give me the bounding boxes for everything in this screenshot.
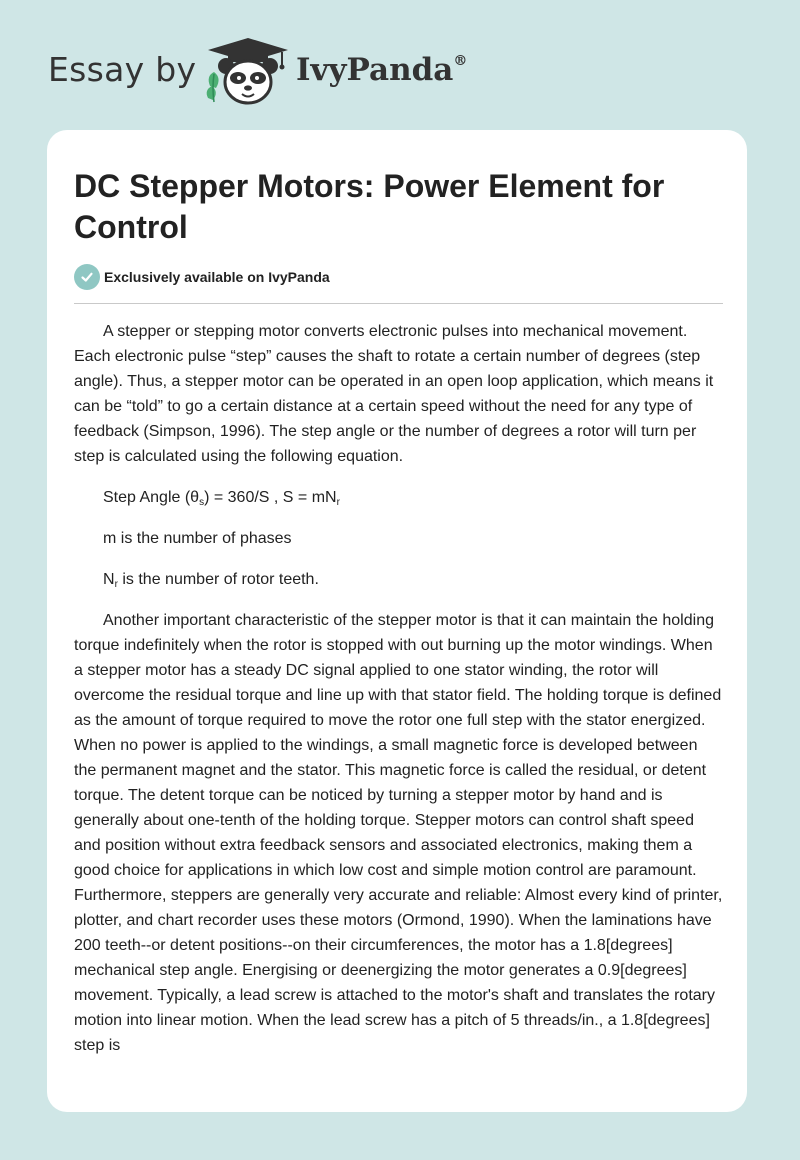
definition-nr: $N_r$ is the number of rotor teeth. bbox=[103, 571, 319, 590]
divider bbox=[74, 303, 723, 304]
essay-card bbox=[47, 130, 747, 1112]
ivypanda-logo-icon[interactable] bbox=[202, 36, 294, 108]
ivypanda-brand-name: IvyPanda® bbox=[296, 52, 468, 88]
equation-line: Step Angle $(\theta_s) = 360/S$ , $S = mN_r$ bbox=[103, 489, 340, 508]
site-header bbox=[0, 0, 800, 130]
essay-title: DC Stepper Motors: Power Element for Control bbox=[74, 168, 665, 245]
essay-body bbox=[74, 319, 724, 1074]
essay-by-label: Essay by bbox=[48, 50, 197, 89]
exclusive-badge bbox=[74, 264, 330, 290]
paragraph: Another important characteristic of the stepper motor is that it can maintain the holding torque indefinitely when the rotor is stopped with out burning up the motor windings. When a stepper motor has a steady DC signal applied to one stator winding, the rotor will overcome the residual torque and line up with that stator field. The holding torque is defined as the amount of torque required to move the rotor one full step with the stator energized. When no power is applied to the windings, a small magnetic force is developed between the permanent magnet and the stator. This magnetic force is called the residual, or detent torque. The detent torque can be noticed by turning a stepper motor by hand and is generally about one-tenth of the holding torque. Stepper motors can control shaft speed and position without extra feedback sensors and associated electronics, making them a good choice for applications in which low cost and simple motion control are paramount. Furthermore, steppers are generally very accurate and reliable: Almost every kind of printer, plotter, and chart recorder uses these motors (Ormond, 1990). When the laminations have 200 teeth--or detent positions--on their circumferences, the motor has a 1.8[degrees] mechanical step angle. Energising or deenergizing the motor generates a 0.9[degrees] movement. Typically, a lead screw is attached to the motor's shaft and translates the rotary motion into linear motion. When the lead screw has a pitch of 5 threads/in., a 1.8[degrees] step is bbox=[74, 612, 723, 1054]
definition-m: m is the number of phases bbox=[103, 530, 292, 547]
exclusive-label: Exclusively available on IvyPanda bbox=[104, 269, 330, 285]
paragraph: A stepper or stepping motor converts electronic pulses into mechanical movement. Each electronic pulse “step” causes the shaft to rotate a certain number of degrees (step angle). Thus, a stepper motor can be operated in an open loop application, which means it can be “told” to go a certain distance at a certain speed without the need for any type of feedback (Simpson, 1996). The step angle or the number of degrees a rotor will turn per step is calculated using the following equation. bbox=[74, 323, 714, 465]
check-icon bbox=[74, 264, 100, 290]
